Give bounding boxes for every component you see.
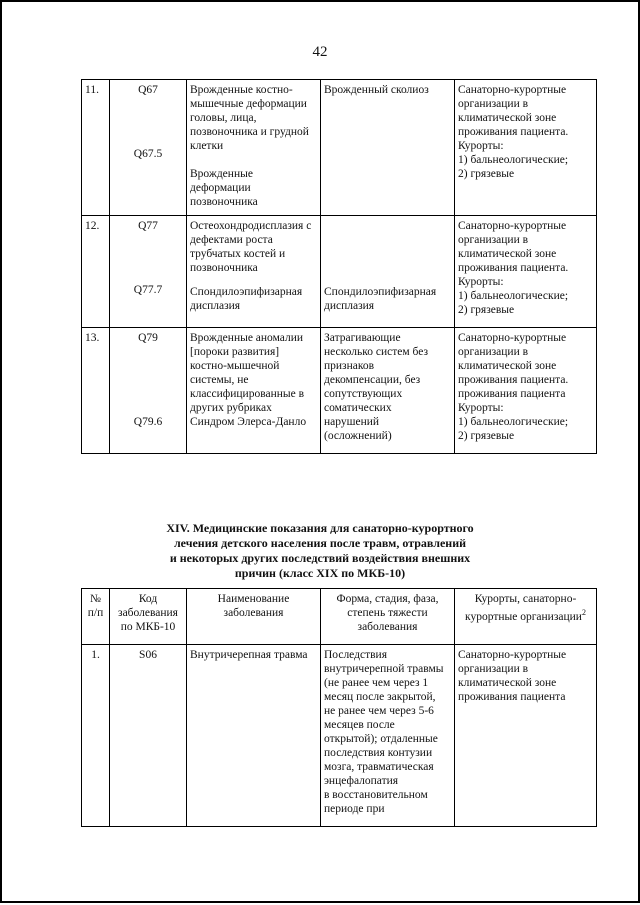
table-header-row (82, 589, 597, 645)
form-stage-cell (321, 80, 455, 216)
table-row (82, 328, 597, 454)
resort-cell (455, 328, 597, 454)
icd-code: S06 (110, 645, 187, 827)
icd-code: Q67 (138, 84, 158, 96)
indications-table-continued (81, 79, 597, 454)
section-title (120, 521, 520, 581)
table-row (82, 645, 597, 827)
header-no: № п/п (82, 589, 110, 645)
row-number: 11. (82, 80, 110, 216)
disease-name-cell (187, 328, 321, 454)
footnote-mark: 2 (581, 608, 586, 617)
page-number: 42 (312, 44, 328, 60)
resort-text: Санаторно-курортные организации в климатической зоне проживания пациента (458, 649, 567, 703)
header-disease-name: Наименование заболевания (187, 589, 321, 645)
icd-code: Q77 (138, 220, 158, 232)
table-row (82, 216, 597, 328)
header-form-stage: Форма, стадия, фаза, степень тяжести заболевания (321, 589, 455, 645)
disease-name: Внутричерепная травма (187, 645, 321, 827)
resort-cell (455, 645, 597, 827)
row-number: 1. (82, 645, 110, 827)
disease-name-cell (187, 80, 321, 216)
resort-text: Санаторно-курортные организации в климатической зоне проживания пациента. Курорты: 1) бальнеологические; 2) грязевые (458, 220, 569, 316)
icd-subcode: Q79.6 (133, 416, 163, 428)
disease-name-cell (187, 216, 321, 328)
section-title-line: и некоторых других последствий воздействия внешних (169, 551, 471, 565)
section-title-line: XIV. Медицинские показания для санаторно-курортного (166, 521, 474, 535)
disease-name: Врожденные аномалии [пороки развития] костно-мышечной системы, не классифицированные в других рубриках (190, 332, 305, 414)
form-stage: Затрагивающие несколько систем без признаков декомпенсации, без сопутствующих соматических нарушений (осложнений) (324, 332, 428, 442)
form-stage-cell (321, 328, 455, 454)
icd-subcode: Q67.5 (133, 148, 163, 160)
form-stage: Спондилоэпифизарная дисплазия (324, 286, 437, 312)
icd-code-cell (110, 216, 187, 328)
resort-text: Санаторно-курортные организации в климатической зоне проживания пациента. Курорты: 1) бальнеологические; 2) грязевые (458, 84, 569, 180)
table-row (82, 80, 597, 216)
resort-cell (455, 80, 597, 216)
injury-indications-table (81, 588, 597, 827)
form-stage-cell (321, 216, 455, 328)
form-stage-cell (321, 645, 455, 827)
icd-code-cell (110, 328, 187, 454)
header-resorts: Курорты, санаторно- курортные организации$^2$ (455, 589, 597, 645)
row-number: 12. (82, 216, 110, 328)
icd-code-cell (110, 80, 187, 216)
disease-name: Врожденные костно- мышечные деформации головы, лица, позвоночника и грудной клетки (190, 84, 309, 152)
resort-text: Санаторно-курортные организации в климатической зоне проживания пациента. проживания пациента Курорты: 1) бальнеологические; 2) грязевые (458, 332, 569, 442)
disease-subname: Синдром Элерса-Данло (190, 416, 307, 428)
form-stage: Врожденный сколиоз (324, 84, 429, 96)
icd-code: Q79 (138, 332, 158, 344)
resort-cell (455, 216, 597, 328)
disease-subname: Врожденные деформации позвоночника (190, 168, 258, 208)
row-number: 13. (82, 328, 110, 454)
disease-subname: Спондилоэпифизарная дисплазия (190, 286, 303, 312)
icd-subcode: Q77.7 (133, 284, 163, 296)
section-title-line: лечения детского населения после травм, отравлений (173, 536, 467, 550)
section-title-line: причин (класс XIX по МКБ-10) (234, 566, 406, 580)
form-stage: Последствия внутричерепной травмы (не ранее чем через 1 месяц после закрытой, не ранее чем через 5-6 месяцев после открытой); отдаленные последствия контузии мозга, травматическая энцефалопатия в восстановительном периоде при (324, 649, 444, 815)
disease-name: Остеохондродисплазия с дефектами роста трубчатых костей и позвоночника (190, 220, 312, 274)
header-icd-code: Код заболевания по МКБ-10 (110, 589, 187, 645)
